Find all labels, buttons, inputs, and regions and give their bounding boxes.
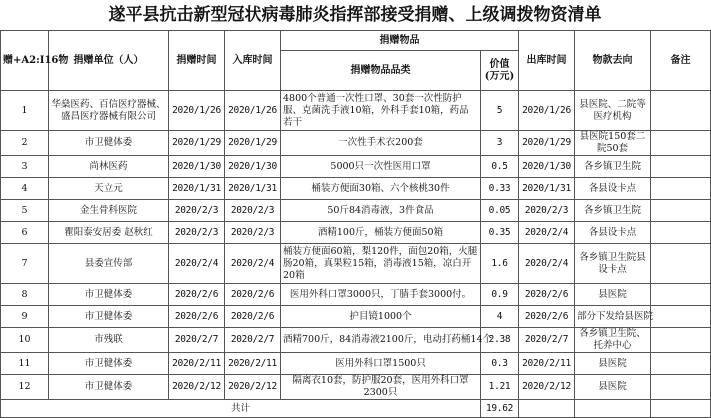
cell-out-time: 2020/2/3 bbox=[519, 200, 575, 222]
cell-donor: 市卫健体委 bbox=[49, 375, 169, 400]
cell-out-time: 2020/2/11 bbox=[519, 353, 575, 375]
cell-goods: 护目镜1000个 bbox=[281, 306, 481, 328]
cell-out-time: 2020/2/6 bbox=[519, 284, 575, 306]
cell-goods: 医用外科口罩3000只，丁腈手套3000付。 bbox=[281, 284, 481, 306]
cell-donate-time: 2020/2/3 bbox=[169, 200, 225, 222]
cell-out-time: 2020/2/4 bbox=[519, 244, 575, 284]
cell-value: 0.3 bbox=[481, 353, 519, 375]
cell-out-time: 2020/1/31 bbox=[519, 178, 575, 200]
cell-donor: 华燊医药、百信医疗器械、盛昌医疗器械有限公司 bbox=[49, 91, 169, 131]
header-value: 价值(万元) bbox=[481, 51, 519, 91]
cell-value: 1.6 bbox=[481, 244, 519, 284]
cell-destination: 县医院、二院等医疗机构 bbox=[575, 91, 651, 131]
cell-goods: 酒精700斤，84消毒液2100斤，电动打药桶14个 bbox=[281, 328, 481, 353]
cell-donor: 市卫健体委 bbox=[49, 131, 169, 156]
cell-donate-time: 2020/2/11 bbox=[169, 353, 225, 375]
table-row bbox=[1, 222, 711, 244]
header-out-time: 出库时间 bbox=[519, 31, 575, 91]
table-row bbox=[1, 328, 711, 353]
cell-no: 6 bbox=[1, 222, 49, 244]
cell-goods: 酒精100斤，桶装方便面50箱 bbox=[281, 222, 481, 244]
cell-goods: 隔离衣10套，防护服20套，医用外科口罩2300只 bbox=[281, 375, 481, 400]
cell-out-time: 2020/1/26 bbox=[519, 91, 575, 131]
table-row bbox=[1, 200, 711, 222]
cell-remark bbox=[651, 306, 711, 328]
cell-in-time: 2020/2/12 bbox=[225, 375, 281, 400]
cell-destination: 县医院 bbox=[575, 375, 651, 400]
cell-remark bbox=[651, 131, 711, 156]
cell-value: 2.38 bbox=[481, 328, 519, 353]
cell-out-time: 2020/1/30 bbox=[519, 156, 575, 178]
cell-no: 8 bbox=[1, 284, 49, 306]
cell-donate-time: 2020/2/3 bbox=[169, 222, 225, 244]
header-goods-name: 捐赠物品品类 bbox=[281, 51, 481, 91]
cell-donate-time: 2020/2/12 bbox=[169, 375, 225, 400]
donation-table bbox=[0, 30, 711, 418]
cell-in-time: 2020/2/11 bbox=[225, 353, 281, 375]
table-row bbox=[1, 284, 711, 306]
cell-donate-time: 2020/1/26 bbox=[169, 91, 225, 131]
cell-no: 3 bbox=[1, 156, 49, 178]
cell-donor: 尚林医药 bbox=[49, 156, 169, 178]
table-row bbox=[1, 244, 711, 284]
cell-destination: 县医院150套二院50套 bbox=[575, 131, 651, 156]
cell-donate-time: 2020/1/29 bbox=[169, 131, 225, 156]
cell-in-time: 2020/2/7 bbox=[225, 328, 281, 353]
cell-remark bbox=[651, 375, 711, 400]
cell-out-time: 2020/2/7 bbox=[519, 328, 575, 353]
cell-remark bbox=[651, 200, 711, 222]
cell-destination: 各乡镇卫生院、托养中心 bbox=[575, 328, 651, 353]
cell-donate-time: 2020/1/31 bbox=[169, 178, 225, 200]
cell-goods: 一次性手术衣200套 bbox=[281, 131, 481, 156]
cell-no: 5 bbox=[1, 200, 49, 222]
cell-destination: 县医院 bbox=[575, 353, 651, 375]
cell-destination: 各乡镇卫生院县设卡点 bbox=[575, 244, 651, 284]
table-row bbox=[1, 353, 711, 375]
cell-donor: 市卫健体委 bbox=[49, 306, 169, 328]
cell-no: 10 bbox=[1, 328, 49, 353]
table-row bbox=[1, 178, 711, 200]
cell-donor: 市卫健体委 bbox=[49, 284, 169, 306]
cell-value: 0.05 bbox=[481, 200, 519, 222]
header-seq: 赠+A2:I16物 bbox=[1, 31, 49, 91]
cell-no: 7 bbox=[1, 244, 49, 284]
cell-no: 4 bbox=[1, 178, 49, 200]
header-donor: 捐赠单位（人） bbox=[49, 31, 169, 91]
cell-destination: 各县设卡点 bbox=[575, 222, 651, 244]
cell-remark bbox=[651, 353, 711, 375]
cell-in-time: 2020/2/6 bbox=[225, 284, 281, 306]
cell-value: 3 bbox=[481, 131, 519, 156]
cell-empty bbox=[651, 400, 711, 418]
header-remark: 备注 bbox=[651, 31, 711, 91]
total-label: 共计 bbox=[1, 400, 481, 418]
cell-goods: 4800个普通一次性口罩、30套一次性防护服、克菌洗手液10箱，外科手套10箱，药品若干 bbox=[281, 91, 481, 131]
cell-goods: 桶装方便面30箱、六个核桃30件 bbox=[281, 178, 481, 200]
table-row bbox=[1, 306, 711, 328]
cell-empty bbox=[575, 400, 651, 418]
cell-in-time: 2020/1/30 bbox=[225, 156, 281, 178]
cell-out-time: 2020/1/29 bbox=[519, 131, 575, 156]
table-row bbox=[1, 91, 711, 131]
cell-donor: 市残联 bbox=[49, 328, 169, 353]
total-row bbox=[1, 400, 711, 418]
cell-remark bbox=[651, 222, 711, 244]
cell-value: 1.21 bbox=[481, 375, 519, 400]
cell-empty bbox=[519, 400, 575, 418]
header-donate-time: 捐赠时间 bbox=[169, 31, 225, 91]
cell-no: 9 bbox=[1, 306, 49, 328]
cell-in-time: 2020/2/6 bbox=[225, 306, 281, 328]
cell-remark bbox=[651, 328, 711, 353]
cell-in-time: 2020/2/3 bbox=[225, 222, 281, 244]
header-in-time: 入库时间 bbox=[225, 31, 281, 91]
cell-destination: 各县设卡点 bbox=[575, 178, 651, 200]
cell-donate-time: 2020/1/30 bbox=[169, 156, 225, 178]
cell-value: 0.5 bbox=[481, 156, 519, 178]
cell-in-time: 2020/1/29 bbox=[225, 131, 281, 156]
cell-destination: 部分下发给县医院 bbox=[575, 306, 651, 328]
cell-donor: 金生骨科医院 bbox=[49, 200, 169, 222]
cell-out-time: 2020/2/4 bbox=[519, 222, 575, 244]
cell-remark bbox=[651, 91, 711, 131]
cell-no: 2 bbox=[1, 131, 49, 156]
cell-donate-time: 2020/2/4 bbox=[169, 244, 225, 284]
cell-value: 0.9 bbox=[481, 284, 519, 306]
cell-remark bbox=[651, 156, 711, 178]
cell-donate-time: 2020/2/6 bbox=[169, 284, 225, 306]
cell-in-time: 2020/1/26 bbox=[225, 91, 281, 131]
table-row bbox=[1, 131, 711, 156]
table-row bbox=[1, 375, 711, 400]
cell-goods: 医用外科口罩1500只 bbox=[281, 353, 481, 375]
cell-goods: 50斤84消毒液，3件食品 bbox=[281, 200, 481, 222]
cell-remark bbox=[651, 284, 711, 306]
cell-destination: 县医院 bbox=[575, 284, 651, 306]
cell-donor: 县委宣传部 bbox=[49, 244, 169, 284]
cell-in-time: 2020/1/31 bbox=[225, 178, 281, 200]
cell-donate-time: 2020/2/6 bbox=[169, 306, 225, 328]
cell-goods: 桶装方便面60箱，梨120件，面包20箱，火腿肠20箱，真果粒15箱，消毒液15箱，凉白开20箱 bbox=[281, 244, 481, 284]
cell-in-time: 2020/2/4 bbox=[225, 244, 281, 284]
cell-remark bbox=[651, 178, 711, 200]
cell-remark bbox=[651, 244, 711, 284]
cell-donor: 天立元 bbox=[49, 178, 169, 200]
cell-donor: 瞿阳泰安居委 赵秋红 bbox=[49, 222, 169, 244]
cell-donate-time: 2020/2/7 bbox=[169, 328, 225, 353]
cell-no: 11 bbox=[1, 353, 49, 375]
cell-destination: 各乡镇卫生院 bbox=[575, 156, 651, 178]
sheet-title: 遂平县抗击新型冠状病毒肺炎指挥部接受捐赠、上级调拨物资清单 bbox=[108, 5, 602, 25]
cell-in-time: 2020/2/3 bbox=[225, 200, 281, 222]
total-value: 19.62 bbox=[481, 400, 519, 418]
cell-donor: 市卫健体委 bbox=[49, 353, 169, 375]
cell-no: 12 bbox=[1, 375, 49, 400]
header-destination: 物款去向 bbox=[575, 31, 651, 91]
header-goods-group: 捐赠物品 bbox=[281, 31, 519, 51]
cell-value: 0.35 bbox=[481, 222, 519, 244]
cell-value: 0.33 bbox=[481, 178, 519, 200]
cell-no: 1 bbox=[1, 91, 49, 131]
table-row bbox=[1, 156, 711, 178]
cell-out-time: 2020/2/6 bbox=[519, 306, 575, 328]
cell-value: 4 bbox=[481, 306, 519, 328]
cell-out-time: 2020/2/12 bbox=[519, 375, 575, 400]
cell-value: 5 bbox=[481, 91, 519, 131]
cell-destination: 各乡镇卫生院 bbox=[575, 200, 651, 222]
cell-goods: 5000只一次性医用口罩 bbox=[281, 156, 481, 178]
